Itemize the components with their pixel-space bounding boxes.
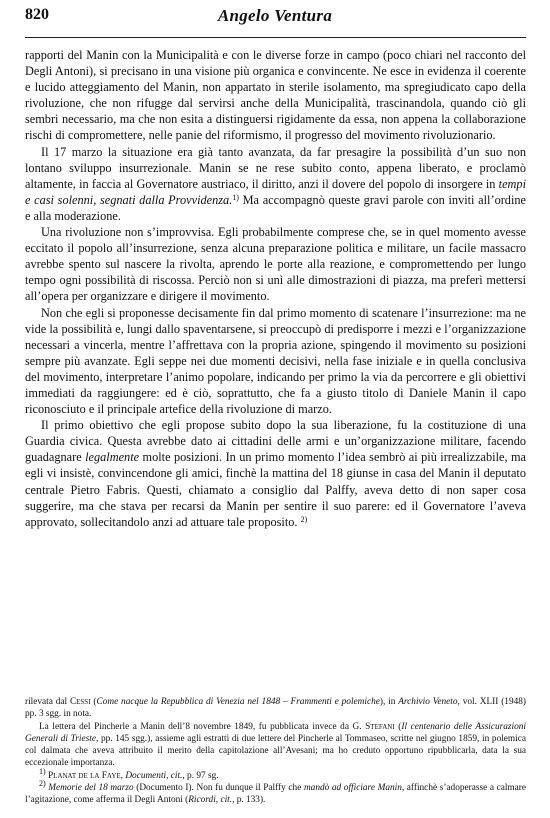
author-name: G. Stefani	[352, 721, 395, 732]
paragraph	[25, 47, 526, 144]
italic-quote: mandò ad officiare Manin	[303, 783, 402, 794]
text-run: rapporti del Manin con la Municipalità e con le diverse forze in campo (poco chiari nel racconto del Degli Antoni), si precisano in una visione più organica e convincente. Ne esce in evidenza il coerente e lucido atteggiamento del Manin, non appartato in sterile isolamento, ma spregiudicato capo della rivoluzione, che non rifugge dal servirsi anche della Municipalità, trascinandola, quando ciò gli sembri necessario, ma che non esita a distinguersi rigidamente da essa, non appena la collaborazione rischi di compromettere, nelle panie del riformismo, il progresso del movimento rivoluzionario.	[25, 48, 526, 143]
header-rule	[25, 37, 526, 38]
text-run: (	[90, 697, 97, 707]
text-run: , vol. XLII (1948) pp. 3 sgg. in nota.	[25, 697, 526, 720]
italic-title: Il centenario delle Assicurazioni Generali di Trieste	[25, 721, 527, 744]
italic-title: Documenti, cit.	[125, 770, 183, 781]
footnote-2	[25, 779, 526, 807]
text-run: Il primo obiettivo che egli propose subito dopo la sua liberazione, fu la costituzione di una Guardia civica. Questa avrebbe dato ai cittadini delle armi e un’organizzazione militare, facendo guadagnare	[25, 418, 526, 465]
text-run: molte posizioni. In un primo momento l’idea sembrò ai più irrealizzabile, ma egli vi insistè, convincendone gli amici, finchè la mattina del 18 giunse in casa del Manin il deputato centrale Pietro Fabris. Questi, chiamato a consiglio dal Palffy, aveva detto di non saper cosa suggerire, ma che stava per recarsi da Manin per sentire il suo parere: ed il Governatore l’aveva approvato, sollecitandolo anzi ad attuare tale proposito.	[25, 450, 526, 529]
text-run: La lettera del Pincherle a Manin dell’8 novembre 1849, fu pubblicata invece da	[39, 721, 353, 732]
footnote-continuation	[25, 696, 526, 721]
paragraph	[25, 305, 526, 418]
text-run: (	[394, 721, 402, 732]
text-run: (Documento I). Non fu dunque il Palffy che	[133, 783, 304, 794]
italic-word: legalmente	[85, 450, 140, 465]
running-head: Angelo Ventura	[217, 6, 333, 25]
main-text	[25, 47, 526, 530]
footnote-ref: 2)	[300, 514, 308, 524]
paragraph	[25, 224, 526, 304]
text-run: , affinchè s’adoperasse a calmare l’agitazione, come afferma il Degli Antoni (	[25, 783, 526, 806]
footnotes	[25, 696, 526, 807]
text-run: , p. 133).	[232, 795, 266, 806]
author-name: Cessi	[69, 697, 91, 707]
text-run: ), in	[379, 697, 399, 707]
author-name: Planat de la Faye	[48, 770, 121, 781]
text-run: Il 17 marzo la situazione era già tanto avanzata, da far presagire la possibilità d’un suo non lontano sviluppo insurrezionale. Manin se ne rese subito conto, appena liberato, e proclamò altamente, in faccia al Governatore austriaco, il diritto, anzi il dovere del popolo di insorgere in	[25, 144, 526, 191]
page-number: 820	[25, 6, 49, 23]
paragraph	[25, 417, 526, 530]
paragraph	[25, 144, 526, 224]
page-header	[25, 6, 525, 30]
text-run: ,	[120, 770, 126, 781]
footnote-marker: 2)	[39, 779, 46, 789]
italic-quote: tempi e casi solenni, segnati dalla Provvidenza.	[25, 176, 526, 207]
footnote-ref: 1)	[232, 192, 239, 202]
text-run: rilevata dal	[25, 697, 70, 707]
footnote-marker: 1)	[39, 766, 46, 776]
text-run: Una rivoluzione non s’improvvisa. Egli probabilmente comprese che, se in quel momento avesse eccitato il popolo all’insurrezione, senza alcuna preparazione politica e militare, un facile massacro avrebbe spento sul nascere la rivolta, aprendo le porte alla reazione, e compromettendo per lungo tempo ogni possibilità di riscossa. Perciò non si unì alle dimostrazioni di piazza, ma preferì mettersi all’opera per organizzare e dirigere il movimento.	[25, 225, 526, 304]
text-run: Ma accompagnò queste gravi parole con inviti all’ordine e alla moderazione.	[25, 192, 526, 223]
footnote	[25, 721, 526, 770]
italic-title: Memorie del 18 marzo	[48, 783, 134, 794]
footnote-1	[25, 766, 526, 782]
text-run: , pp. 145 sgg.), assieme agli estratti di due lettere del Pincherle al Tommaseo, scritte nel giugno 1859, in polemica col dalmata che aveva attribuito il merito della capitolazione all’Avesani; ma ho creduto opportuno ripubblicarla, data la sua eccezionale importanza.	[25, 733, 526, 769]
italic-title: Archivio Veneto	[398, 697, 458, 707]
italic-title: Ricordi, cit.	[188, 795, 233, 806]
text-run: , p. 97 sg.	[182, 770, 219, 781]
text-run: Non che egli si proponesse decisamente fin dal primo momento di scatenare l’insurrezione: ma ne vide la possibilità e, lungi dallo spaventarsene, si preoccupò di predisporre i mezzi e l’organizzazione necessari a vincerla, mentre l’affrettava con la propria azione, spingendo il movimento su posizioni sempre più avanzate. Egli seppe nei due momenti decisivi, nella fase iniziale e in quella conclusiva del movimento, interpretare l’animo popolare, indicando per primo la via da percorrere e gli obiettivi immediati da raggiungere: ed è ciò, soprattutto, che fa a giusto titolo di Daniele Manin il capo riconosciuto e il principale artefice della rivoluzione di marzo.	[25, 305, 526, 417]
italic-title: Come nacque la Repubblica di Venezia nel 1848 – Frammenti e polemiche	[96, 697, 380, 707]
